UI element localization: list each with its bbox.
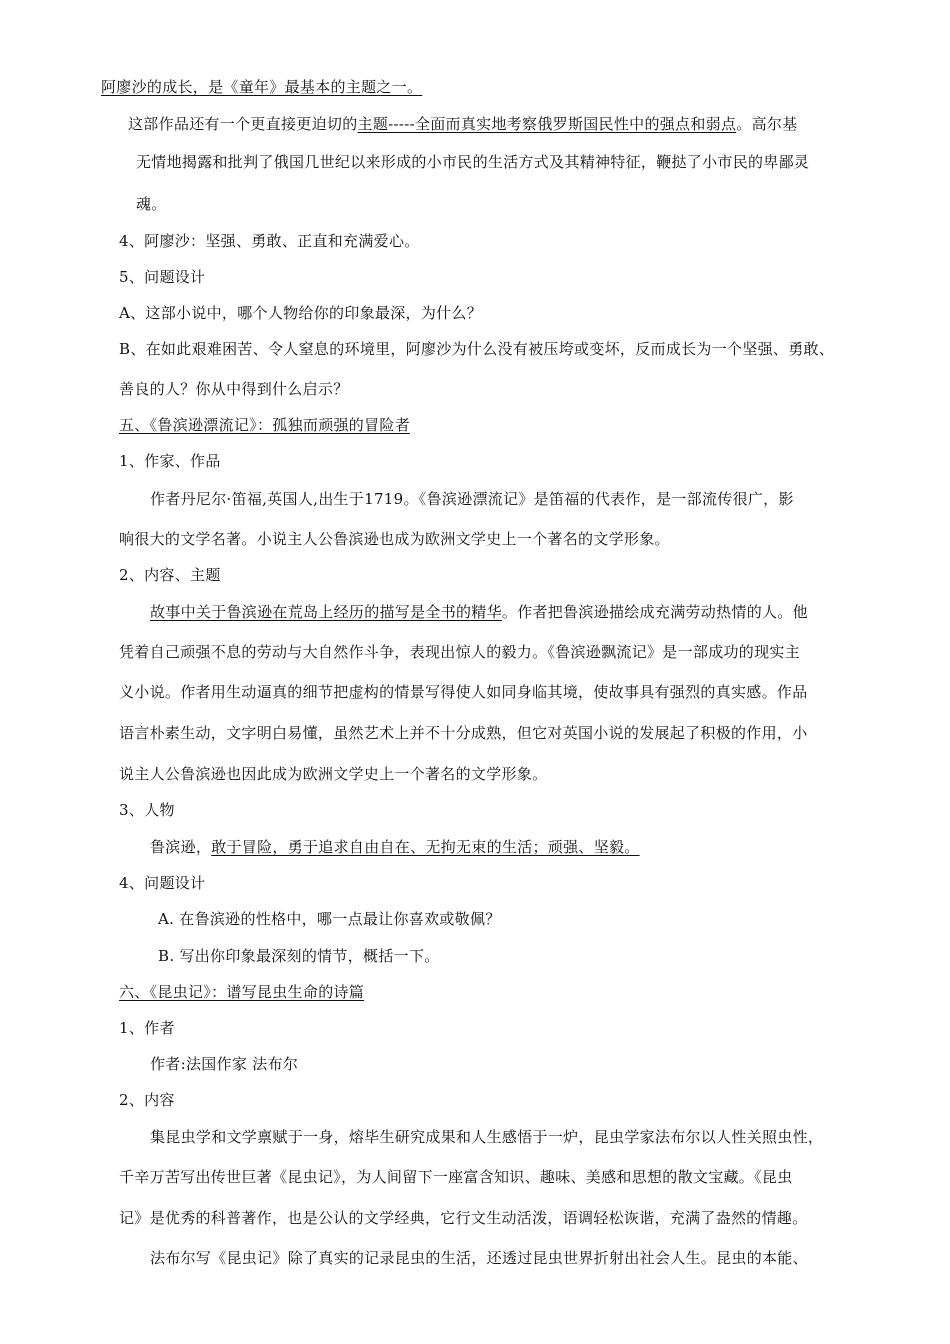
line-04: 魂。 bbox=[136, 195, 167, 213]
section-heading-insects bbox=[119, 982, 364, 1002]
underlined-text: 阿廖沙的成长，是《童年》最基本的主题之一。 bbox=[101, 78, 423, 96]
underlined-text: 主题-----全面而真实地考察俄罗斯国民性中的强点和弱点 bbox=[357, 115, 737, 133]
line-24: B. 写出你印象最深刻的情节，概括一下。 bbox=[158, 947, 440, 965]
line-12: 作者丹尼尔·笛福,英国人,出生于1719。《鲁滨逊漂流记》是笛福的代表作，是一部流传很广，影 bbox=[150, 490, 794, 508]
line-30: 千辛万苦写出传世巨著《昆虫记》，为人间留下一座富含知识、趣味、美感和思想的散文宝藏。《昆虫 bbox=[119, 1168, 793, 1186]
text-run: 这部作品还有一个更直接更迫切的 bbox=[128, 115, 358, 133]
line-16: 凭着自己顽强不息的劳动与大自然作斗争，表现出惊人的毅力。《鲁滨逊飘流记》是一部成功的现实主 bbox=[119, 643, 801, 661]
line-28: 2、内容 bbox=[119, 1091, 175, 1109]
line-06: 5、问题设计 bbox=[119, 268, 206, 286]
line-17: 义小说。作者用生动逼真的细节把虚构的情景写得使人如同身临其境，使故事具有强烈的真实感。作品 bbox=[119, 683, 808, 701]
text-run: 鲁滨逊， bbox=[150, 838, 212, 856]
line-31: 记》是优秀的科普著作，也是公认的文学经典，它行文生动活泼，语调轻松诙谐，充满了盎然的情趣。 bbox=[119, 1209, 808, 1227]
underlined-text: 故事中关于鲁滨逊在荒岛上经历的描写是全书的精华 bbox=[150, 603, 502, 621]
line-26: 1、作者 bbox=[119, 1019, 175, 1037]
line-32: 法布尔写《昆虫记》除了真实的记录昆虫的生活，还透过昆虫世界折射出社会人生。昆虫的本能、 bbox=[150, 1249, 808, 1267]
underlined-text: 五、《鲁滨逊漂流记》：孤独而顽强的冒险者 bbox=[119, 416, 411, 434]
line-18: 语言朴素生动，文字明白易懂，虽然艺术上并不十分成熟，但它对英国小说的发展起了积极的作用，小 bbox=[119, 724, 808, 742]
line-21 bbox=[150, 837, 640, 857]
underlined-text: 六、《昆虫记》：谱写昆虫生命的诗篇 bbox=[119, 983, 365, 1001]
line-03: 无情地揭露和批判了俄国几世纪以来形成的小市民的生活方式及其精神特征，鞭挞了小市民的卑鄙灵 bbox=[136, 153, 810, 171]
line-14: 2、内容、主题 bbox=[119, 566, 221, 584]
line-13: 响很大的文学名著。小说主人公鲁滨逊也成为欧洲文学史上一个著名的文学形象。 bbox=[119, 530, 670, 548]
line-22: 4、问题设计 bbox=[119, 874, 206, 892]
line-11: 1、作家、作品 bbox=[119, 452, 221, 470]
line-02 bbox=[128, 114, 797, 134]
text-run: 。高尔基 bbox=[736, 115, 798, 133]
line-07: A、这部小说中，哪个人物给你的印象最深，为什么？ bbox=[119, 304, 483, 322]
line-08: B、在如此艰难困苦、令人窒息的环境里，阿廖沙为什么没有被压垮或变坏，反而成长为一个坚强、勇敢、 bbox=[119, 340, 835, 358]
line-20: 3、人物 bbox=[119, 801, 175, 819]
underlined-text: 敢于冒险，勇于追求自由自在、无拘无束的生活；顽强、坚毅。 bbox=[211, 838, 640, 856]
line-19: 说主人公鲁滨逊也因此成为欧洲文学史上一个著名的文学形象。 bbox=[119, 765, 548, 783]
line-29: 集昆虫学和文学禀赋于一身，熔毕生研究成果和人生感悟于一炉，昆虫学家法布尔以人性关照虫性， bbox=[150, 1128, 824, 1146]
line-09: 善良的人？你从中得到什么启示？ bbox=[119, 380, 349, 398]
line-05: 4、阿廖沙：坚强、勇敢、正直和充满爱心。 bbox=[119, 232, 420, 250]
line-01 bbox=[101, 77, 422, 97]
line-27: 作者:法国作家 法布尔 bbox=[150, 1055, 299, 1073]
text-run: 。作者把鲁滨逊描绘成充满劳动热情的人。他 bbox=[501, 603, 808, 621]
line-23: A. 在鲁滨逊的性格中，哪一点最让你喜欢或敬佩？ bbox=[158, 910, 501, 928]
line-15 bbox=[150, 602, 808, 622]
section-heading-robinson bbox=[119, 415, 410, 435]
